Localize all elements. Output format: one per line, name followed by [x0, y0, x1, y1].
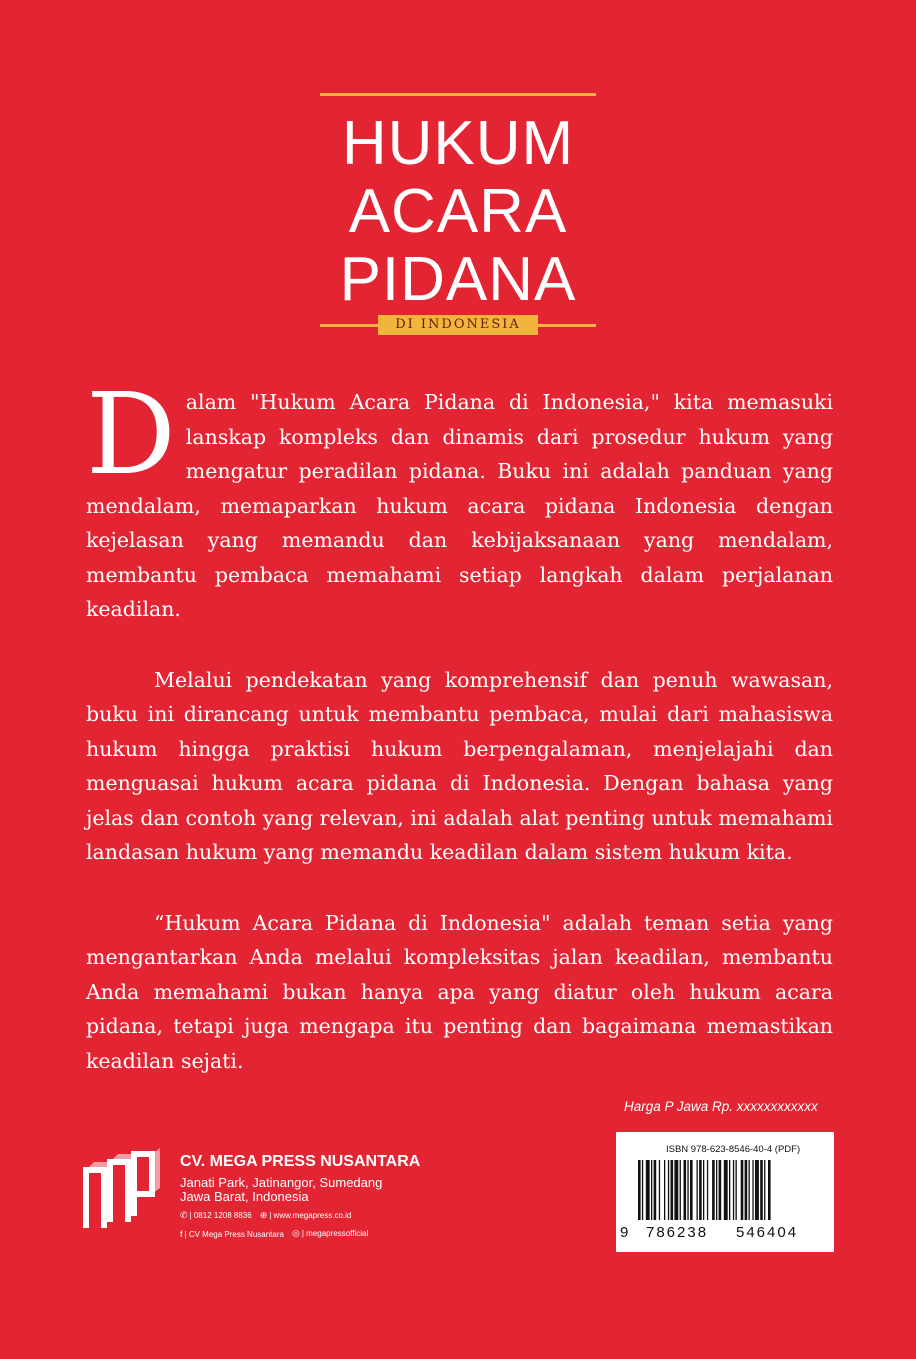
blurb: [86, 370, 833, 1114]
barcode-bar: [690, 1160, 693, 1220]
blurb-paragraph-1-text: alam "Hukum Acara Pidana di Indonesia," kita memasuki lanskap kompleks dan dinamis dari prosedur hukum yang mengatur peradilan pidana. Buku ini adalah panduan yang mendalam, memaparkan hukum acara pidana Indonesia dengan kejelasan yang memandu dan kebijaksanaan yang mendalam, membantu pembaca memahami setiap langkah dalam perjalanan keadilan.: [86, 390, 833, 621]
barcode-bar: [680, 1160, 681, 1220]
blurb-paragraph-2: Melalui pendekatan yang komprehensif dan penuh wawasan, buku ini dirancang untuk membantu pembaca, mulai dari mahasiswa hukum hingga praktisi hukum berpengalaman, menjelajahi dan menguasai hukum acara pidana di Indonesia. Dengan bahasa yang jelas dan contoh yang relevan, ini adalah alat penting untuk memahami landasan hukum yang memandu keadilan dalam sistem hukum kita.: [86, 667, 833, 864]
blurb-paragraph-1: [86, 370, 833, 627]
barcode-bar: [703, 1160, 704, 1220]
barcode-digits-right: 546404: [736, 1224, 799, 1241]
publisher-address: [180, 1176, 440, 1204]
barcode-box: [616, 1132, 834, 1252]
blurb-paragraph-3: “Hukum Acara Pidana di Indonesia" adalah teman setia yang mengantarkan Anda melalui kompleksitas jalan keadilan, membantu Anda memahami bukan hanya apa yang diatur oleh hukum acara pidana, tetapi juga mengapa itu penting dan bagaimana memastikan keadilan sejati.: [86, 910, 833, 1073]
barcode-bar: [712, 1160, 715, 1220]
barcode-bar: [642, 1160, 643, 1220]
price-label: Harga P Jawa Rp. xxxxxxxxxxxx: [624, 1099, 818, 1114]
facebook-contact: [180, 1229, 284, 1239]
facebook-icon: f: [180, 1228, 183, 1239]
barcode-bar: [745, 1160, 748, 1220]
barcode-bar: [646, 1160, 650, 1220]
publisher-logo-icon: [80, 1148, 164, 1234]
title-line-2: ACARA: [348, 177, 568, 246]
barcode-bar: [638, 1160, 641, 1220]
publisher-address-line-1: Janati Park, Jatinangor, Sumedang: [180, 1175, 383, 1190]
barcode-digit-first: 9: [620, 1224, 629, 1241]
publisher-social: [180, 1228, 368, 1239]
barcode-bar: [664, 1160, 665, 1220]
barcode-bar: [733, 1160, 734, 1220]
barcode-bar: [741, 1160, 744, 1220]
facebook-handle: | CV Mega Press Nusantara: [184, 1229, 284, 1239]
barcode-bar: [659, 1160, 660, 1220]
barcode-bar: [755, 1160, 759, 1220]
title-line-1: HUKUM: [341, 109, 575, 178]
barcode-bar: [719, 1160, 722, 1220]
website-contact: [260, 1210, 352, 1221]
barcode-bar: [764, 1160, 765, 1220]
barcode-bar: [736, 1160, 737, 1220]
barcode-bar: [668, 1160, 669, 1220]
barcode-bar: [760, 1160, 763, 1220]
barcode-bar: [651, 1160, 652, 1220]
book-subtitle: DI INDONESIA: [378, 315, 538, 335]
barcode-bar: [752, 1160, 753, 1220]
instagram-handle: | megapressofficial: [301, 1229, 369, 1238]
barcode-bar: [724, 1160, 728, 1220]
title-line-3: PIDANA: [339, 245, 577, 314]
isbn-label: ISBN 978-623-8546-40-4 (PDF): [666, 1144, 801, 1155]
barcode-bar: [729, 1160, 730, 1220]
publisher-address-line-2: Jawa Barat, Indonesia: [180, 1189, 309, 1204]
barcode-bar: [749, 1160, 750, 1220]
instagram-contact: [292, 1228, 368, 1239]
barcode-bar: [716, 1160, 717, 1220]
title-top-rule: [320, 93, 596, 96]
instagram-icon: ◎: [291, 1228, 300, 1238]
barcode-bar: [684, 1160, 687, 1220]
phone-contact: [180, 1210, 252, 1221]
barcode-bar: [697, 1160, 698, 1220]
publisher-name: CV. MEGA PRESS NUSANTARA: [180, 1153, 421, 1170]
publisher-contact: [180, 1210, 351, 1221]
phone-icon: ✆: [180, 1210, 188, 1220]
barcode-bars: [638, 1160, 814, 1224]
globe-icon: ⊕: [259, 1210, 268, 1220]
barcode-bar: [674, 1160, 678, 1220]
barcode-bar: [699, 1160, 702, 1220]
title-block: [320, 93, 596, 327]
barcode-bar: [671, 1160, 674, 1220]
website-url: | www.megapress.co.id: [269, 1211, 352, 1220]
barcode-bar: [687, 1160, 688, 1220]
barcode-bar: [654, 1160, 657, 1220]
drop-cap: D: [86, 370, 176, 500]
barcode-bar: [707, 1160, 708, 1220]
phone-number: | 0812 1208 8836: [189, 1211, 252, 1220]
book-title: [320, 110, 596, 314]
barcode-bar: [768, 1160, 771, 1220]
barcode-digits-left: 786238: [646, 1224, 709, 1241]
